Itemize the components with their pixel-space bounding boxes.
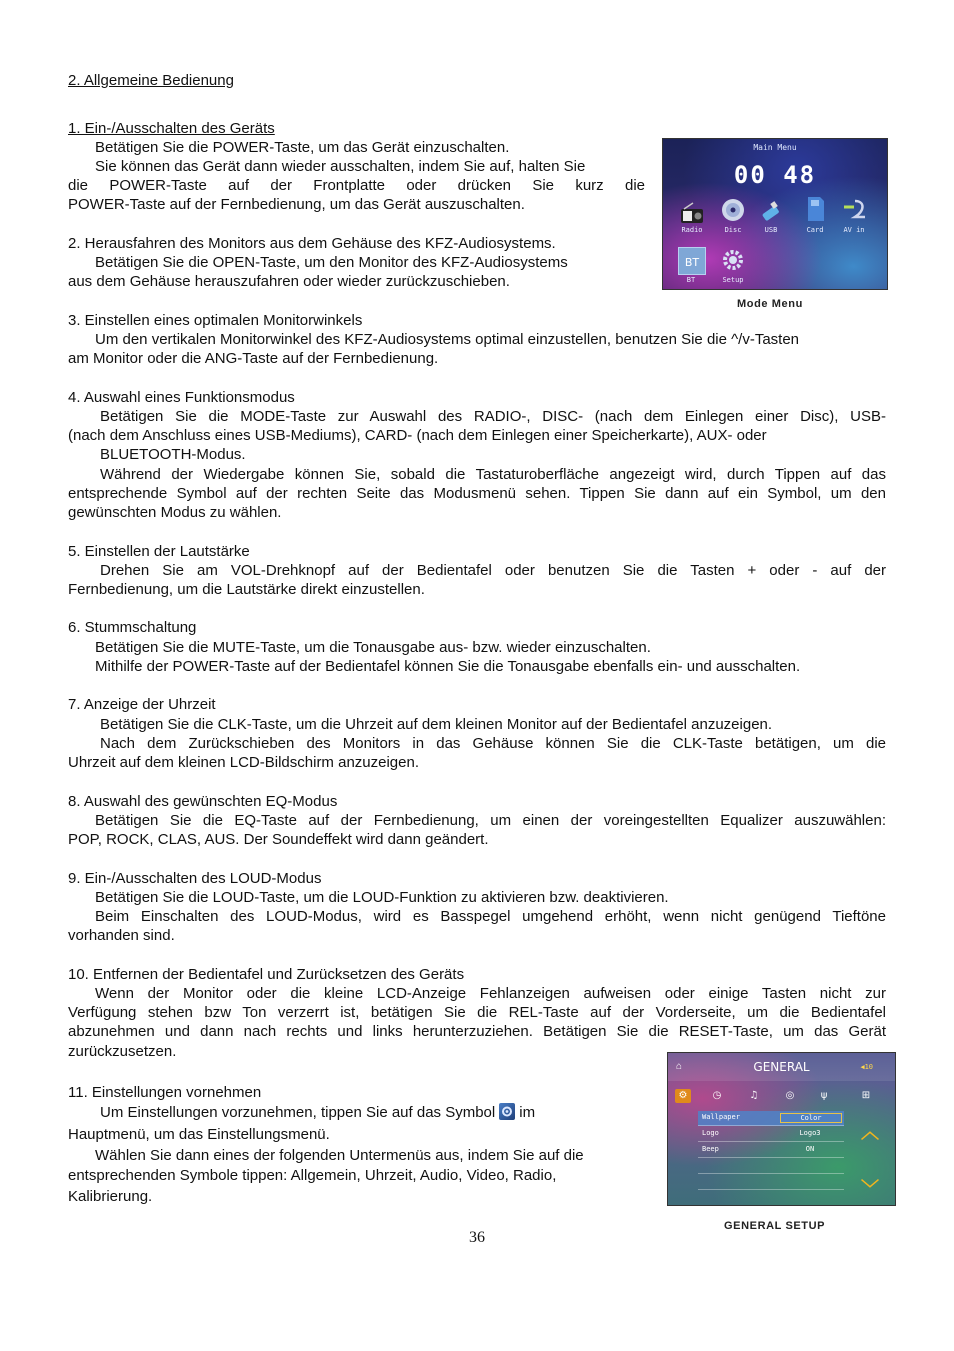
- scroll-up-icon: ︿: [861, 1122, 879, 1143]
- setting-key: Wallpaper: [702, 1113, 740, 1121]
- paragraph-line: gewünschten Modus zu wählen.: [68, 504, 282, 521]
- paragraph-line: BLUETOOTH-Modus.: [100, 446, 246, 463]
- section-heading-general-operation: 2. Allgemeine Bedienung: [68, 72, 234, 89]
- setting-value: Color: [780, 1113, 842, 1123]
- bt-label: BT: [686, 276, 696, 284]
- svg-text:BT: BT: [684, 256, 700, 269]
- paragraph-line: am Monitor oder die ANG-Taste auf der Fernbedienung.: [68, 350, 439, 367]
- heading-volume: 5. Einstellen der Lautstärke: [68, 543, 250, 560]
- setting-row-empty: [698, 1159, 844, 1174]
- paragraph-line: die POWER-Taste auf der Frontplatte oder drücken Sie kurz die: [68, 177, 645, 194]
- calibration-tab-icon: ⊞: [861, 1090, 871, 1101]
- heading-mute: 6. Stummschaltung: [68, 619, 197, 636]
- paragraph-line: Betätigen Sie die POWER-Taste, um das Gerät einzuschalten.: [95, 139, 510, 156]
- disc-label: Disc: [724, 226, 742, 234]
- setting-value: Logo3: [799, 1129, 821, 1137]
- paragraph-line: Wählen Sie dann eines der folgenden Untermenüs aus, indem Sie auf die: [95, 1147, 584, 1164]
- paragraph-line: Betätigen Sie die EQ-Taste auf der Fernbedienung, um einen der voreingestellten Equalizer auszuwählen:: [95, 812, 886, 829]
- paragraph-line: Betätigen Sie die CLK-Taste, um die Uhrzeit auf dem kleinen Monitor auf der Bedientafel anzuzeigen.: [100, 716, 773, 733]
- setup-icon: [720, 247, 746, 273]
- paragraph-line: zurückzusetzen.: [68, 1043, 177, 1060]
- general-setup-screenshot: [667, 1052, 896, 1206]
- general-tab-icon: ⚙: [675, 1089, 691, 1103]
- paragraph-line: POP, ROCK, CLAS, AUS. Der Soundeffekt wird dann geändert.: [68, 831, 489, 848]
- home-icon: ⌂: [676, 1061, 683, 1072]
- setting-row: [698, 1143, 844, 1158]
- paragraph-line: Betätigen Sie die MODE-Taste zur Auswahl des RADIO-, DISC- (nach dem Einlegen einer Disc), USB-: [100, 408, 886, 425]
- heading-clock: 7. Anzeige der Uhrzeit: [68, 696, 216, 713]
- paragraph-line: entsprechenden Symbole tippen: Allgemein, Uhrzeit, Audio, Video, Radio,: [68, 1167, 557, 1184]
- paragraph-line: Beim Einschalten des LOUD-Modus, wird es Basspegel umgehend erhöht, wenn nicht genügend Tieftöne: [95, 908, 886, 925]
- bluetooth-icon: [678, 247, 706, 275]
- paragraph-line: Kalibrierung.: [68, 1188, 153, 1205]
- heading-eq: 8. Auswahl des gewünschten EQ-Modus: [68, 793, 338, 810]
- radio-label: Radio: [681, 226, 703, 234]
- paragraph-line: Drehen Sie am VOL-Drehknopf auf der Bedientafel oder benutzen Sie die Tasten + oder - auf der: [100, 562, 886, 579]
- paragraph-line: [68, 1103, 535, 1122]
- paragraph-line: Verfügung stehen bzw Ton verzerrt ist, betätigen Sie die REL-Taste auf der Vorderseite, um die Bedientafel: [68, 1004, 886, 1021]
- disc-icon: [720, 197, 746, 223]
- paragraph-line: Wenn der Monitor oder die kleine LCD-Anzeige Fehlanzeigen aufweisen oder einige Tasten nicht zur: [95, 985, 886, 1002]
- av-in-icon: [841, 197, 867, 223]
- paragraph-line: (nach dem Anschluss eines USB-Mediums), CARD- (nach dem Einlegen einer Speicherkarte), AUX- oder: [68, 427, 767, 444]
- mode-menu-caption: Mode Menu: [737, 298, 803, 310]
- paragraph-line: Um den vertikalen Monitorwinkel des KFZ-Audiosystems optimal einzustellen, benutzen Sie die ^/v-Tasten: [95, 331, 800, 348]
- volume-value: 10: [864, 1063, 873, 1071]
- paragraph-line: Betätigen Sie die LOUD-Taste, um die LOUD-Funktion zu aktivieren bzw. deaktivieren.: [95, 889, 669, 906]
- heading-settings: 11. Einstellungen vornehmen: [68, 1084, 262, 1101]
- radio-icon: [679, 201, 705, 227]
- setting-row-empty: [698, 1175, 844, 1190]
- setting-key: Logo: [702, 1129, 719, 1137]
- scroll-down-icon: ﹀: [861, 1179, 879, 1200]
- heading-loud: 9. Ein-/Ausschalten des LOUD-Modus: [68, 870, 322, 887]
- heading-monitor-out: 2. Herausfahren des Monitors aus dem Gehäuse des KFZ-Audiosystems.: [68, 235, 556, 252]
- paragraph-line: Mithilfe der POWER-Taste auf der Bedientafel können Sie die Tonausgabe ebenfalls ein- und ausschalten.: [95, 658, 801, 675]
- setup-title: GENERAL: [753, 1060, 810, 1074]
- mode-menu-screenshot: [662, 138, 888, 290]
- clock-display: 00 48: [733, 161, 817, 189]
- main-menu-title: Main Menu: [753, 143, 797, 152]
- paragraph-line: Fernbedienung, um die Lautstärke direkt einzustellen.: [68, 581, 425, 598]
- card-icon: [802, 195, 828, 221]
- paragraph-line: Hauptmenü, um das Einstellungsmenü.: [68, 1126, 330, 1143]
- general-setup-caption: GENERAL SETUP: [724, 1220, 826, 1232]
- heading-reset: 10. Entfernen der Bedientafel und Zurücksetzen des Geräts: [68, 966, 465, 983]
- video-tab-icon: ◎: [785, 1090, 795, 1101]
- paragraph-line: POWER-Taste auf der Fernbedienung, um das Gerät auszuschalten.: [68, 196, 525, 213]
- radio-tab-icon: ψ: [820, 1090, 828, 1101]
- setting-key: Beep: [702, 1145, 719, 1153]
- setting-value: ON: [805, 1145, 815, 1153]
- setting-row: [698, 1127, 844, 1142]
- paragraph-line: vorhanden sind.: [68, 927, 175, 944]
- paragraph-line: Sie können das Gerät dann wieder ausschalten, indem Sie auf, halten Sie: [95, 158, 586, 175]
- setup-gear-icon: [499, 1103, 515, 1120]
- volume-indicator: ◀10: [860, 1063, 873, 1071]
- clock-tab-icon: ◷: [712, 1090, 722, 1101]
- paragraph-text: im: [519, 1104, 536, 1121]
- paragraph-line: Betätigen Sie die OPEN-Taste, um den Monitor des KFZ-Audiosystems: [95, 254, 568, 271]
- page-number: 36: [469, 1229, 485, 1246]
- paragraph-line: Nach dem Zurückschieben des Monitors in das Gehäuse können Sie die CLK-Taste betätigen, um die: [100, 735, 886, 752]
- usb-icon: [758, 199, 784, 225]
- setup-label: Setup: [722, 276, 744, 284]
- paragraph-line: Betätigen Sie die MUTE-Taste, um die Tonausgabe aus- bzw. wieder einzuschalten.: [95, 639, 651, 656]
- paragraph-line: aus dem Gehäuse herauszufahren oder wieder zurückzuschieben.: [68, 273, 510, 290]
- heading-power: 1. Ein-/Ausschalten des Geräts: [68, 120, 275, 137]
- heading-function-mode: 4. Auswahl eines Funktionsmodus: [68, 389, 295, 406]
- paragraph-text: Um Einstellungen vorzunehmen, tippen Sie auf das Symbol: [100, 1104, 496, 1121]
- setting-row: [698, 1111, 844, 1126]
- usb-label: USB: [764, 226, 778, 234]
- card-label: Card: [806, 226, 824, 234]
- paragraph-line: entsprechende Symbol auf der rechten Seite das Modusmenü sehen. Tippen Sie dann auf ein Symbol, um den: [68, 485, 886, 502]
- paragraph-line: abzunehmen und dann nach rechts und links herunterzuziehen. Betätigen Sie die RESET-Taste, um das Gerät: [68, 1023, 886, 1040]
- paragraph-line: Während der Wiedergabe können Sie, sobald die Tastaturoberfläche angezeigt wird, durch Tippen auf das: [100, 466, 886, 483]
- paragraph-line: Uhrzeit auf dem kleinen LCD-Bildschirm anzuzeigen.: [68, 754, 419, 771]
- audio-tab-icon: ♫: [749, 1090, 759, 1101]
- heading-monitor-angle: 3. Einstellen eines optimalen Monitorwinkels: [68, 312, 363, 329]
- av-in-label: AV in: [843, 226, 865, 234]
